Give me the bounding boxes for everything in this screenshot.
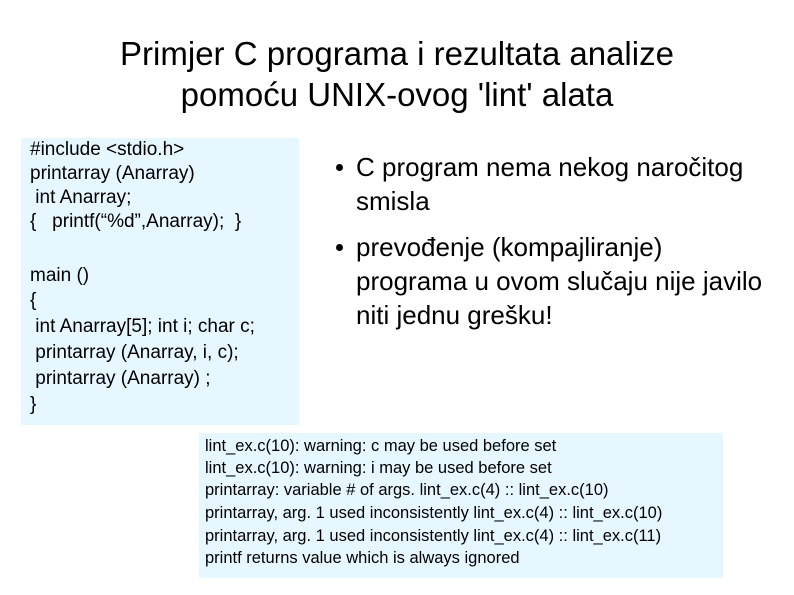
bullet-text: C program nema nekog naročitog smisla [356, 152, 744, 216]
slide-title [0, 33, 794, 115]
lint-output-line: printarray: variable # of args. lint_ex.c(4) :: lint_ex.c(10) [205, 481, 609, 499]
slide-title-line-1: Primjer C programa i rezultata analize [120, 35, 674, 72]
bullet-item [336, 150, 776, 218]
code-line: main () [30, 265, 90, 286]
code-line: } [30, 394, 37, 415]
lint-output-line: lint_ex.c(10): warning: i may be used before set [205, 459, 552, 477]
lint-output-box [199, 433, 723, 578]
code-line: printarray (Anarray) [30, 163, 195, 184]
bullet-dot-icon [336, 164, 343, 171]
code-line: int Anarray; [30, 187, 132, 208]
code-line: int Anarray[5]; int i; char c; [30, 316, 255, 337]
bullet-dot-icon [336, 244, 343, 251]
bullet-item [336, 230, 776, 332]
code-line: { [30, 290, 37, 311]
code-line: printarray (Anarray, i, c); [30, 342, 239, 363]
bullet-text: prevođenje (kompajliranje) programa u ovom slučaju nije javilo niti jednu grešku! [356, 232, 763, 330]
bullet-list [336, 150, 776, 344]
lint-output-line: printarray, arg. 1 used inconsistently lint_ex.c(4) :: lint_ex.c(10) [205, 504, 663, 522]
lint-output-line: printarray, arg. 1 used inconsistently lint_ex.c(4) :: lint_ex.c(11) [205, 527, 662, 545]
code-listing-box [21, 138, 299, 425]
code-line: #include <stdio.h> [30, 139, 185, 160]
lint-output-line: printf returns value which is always ignored [205, 549, 520, 567]
code-line: { printf(“%d”,Anarray); } [30, 211, 242, 232]
slide-title-line-2: pomoću UNIX-ovog 'lint' alata [180, 76, 614, 113]
code-line: printarray (Anarray) ; [30, 368, 211, 389]
lint-output-line: lint_ex.c(10): warning: c may be used before set [205, 437, 557, 455]
